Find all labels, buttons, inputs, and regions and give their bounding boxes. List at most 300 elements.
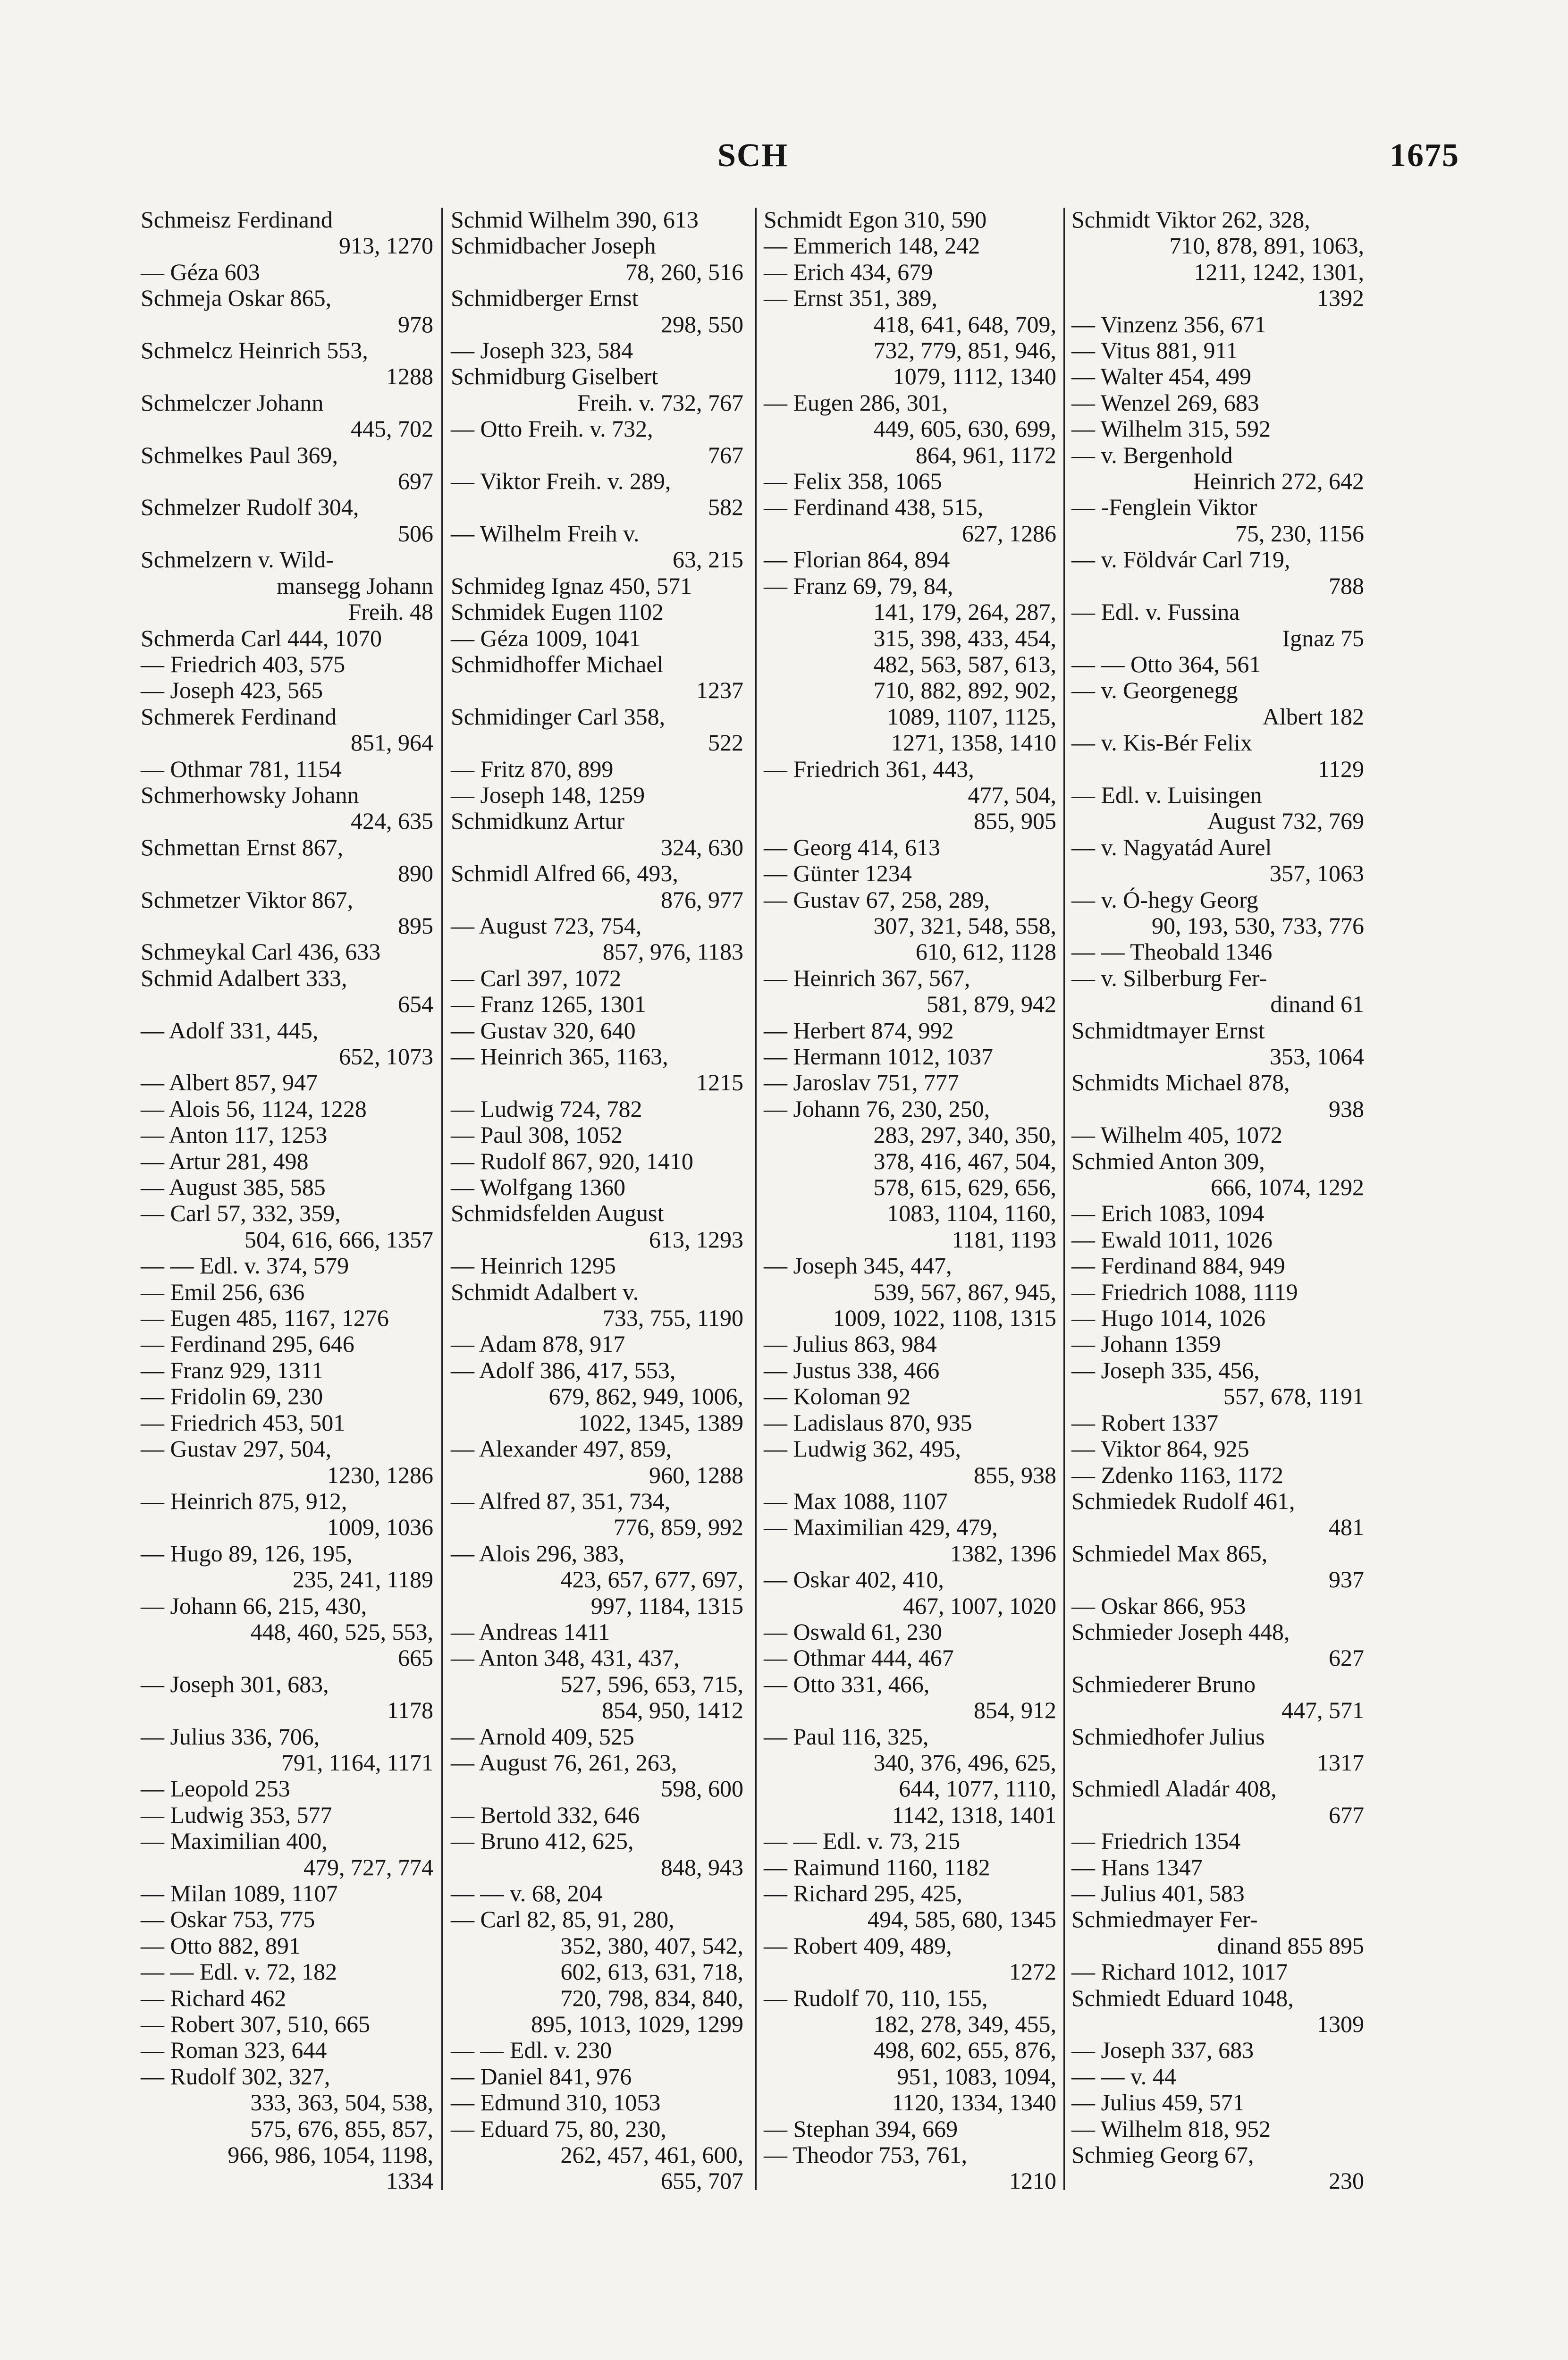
entry-name-line: Schmeykal Carl 436, 633 xyxy=(141,938,381,965)
entry-continuation-line: dinand 61 xyxy=(1270,991,1364,1018)
entry-name-line: — Julius 863, 984 xyxy=(764,1331,937,1357)
directory-entry xyxy=(1071,363,1364,389)
directory-entry xyxy=(141,1985,433,2011)
directory-entry xyxy=(1071,1070,1364,1122)
directory-entry xyxy=(764,1018,1056,1044)
directory-entry xyxy=(141,2037,433,2063)
directory-entry xyxy=(141,1802,433,1828)
entry-continuation-line: 966, 986, 1054, 1198, xyxy=(228,2141,433,2168)
directory-entry xyxy=(141,756,433,782)
entry-continuation-line: 1120, 1334, 1340 xyxy=(892,2089,1056,2116)
entry-continuation-line: 895, 1013, 1029, 1299 xyxy=(531,2011,743,2038)
directory-entry xyxy=(1071,1148,1364,1201)
entry-name-line: — Hans 1347 xyxy=(1071,1854,1203,1880)
directory-entry xyxy=(141,1724,433,1776)
entry-name-line: — v. Silberburg Fer- xyxy=(1071,964,1267,991)
entry-continuation-line: 890 xyxy=(398,860,433,887)
entry-continuation-line: 895 xyxy=(398,912,433,939)
entry-name-line: — Maximilian 400, xyxy=(141,1828,328,1854)
directory-entry xyxy=(451,416,743,468)
entry-continuation-line: 423, 657, 677, 697, xyxy=(560,1566,743,1593)
entry-name-line: — Julius 459, 571 xyxy=(1071,2089,1245,2116)
directory-entry xyxy=(141,1880,433,1906)
directory-entry xyxy=(141,834,433,887)
directory-entry xyxy=(764,259,1056,285)
entry-name-line: — Friedrich 1354 xyxy=(1071,1828,1241,1854)
directory-entry xyxy=(764,2116,1056,2142)
entry-name-line: Schmiedt Eduard 1048, xyxy=(1071,1984,1294,2011)
entry-continuation-line: 848, 943 xyxy=(661,1854,743,1880)
entry-continuation-line: 1009, 1036 xyxy=(327,1514,433,1541)
entry-continuation-line: 854, 912 xyxy=(974,1697,1056,1724)
entry-name-line: — Ferdinand 438, 515, xyxy=(764,494,984,521)
directory-entry xyxy=(141,704,433,756)
entry-name-line: — Stephan 394, 669 xyxy=(764,2115,958,2142)
entry-continuation-line: 230 xyxy=(1329,2167,1364,2194)
directory-entry xyxy=(764,494,1056,547)
directory-entry xyxy=(1071,1776,1364,1828)
entry-name-line: Schmidl Alfred 66, 493, xyxy=(451,860,678,887)
entry-name-line: — Rudolf 867, 920, 1410 xyxy=(451,1147,693,1174)
entry-continuation-line: 1079, 1112, 1340 xyxy=(893,363,1056,390)
entry-name-line: — Leopold 253 xyxy=(141,1775,290,1802)
entry-name-line: — Raimund 1160, 1182 xyxy=(764,1854,990,1880)
entry-continuation-line: 340, 376, 496, 625, xyxy=(873,1749,1056,1776)
directory-entry xyxy=(764,1619,1056,1645)
entry-continuation-line: 63, 215 xyxy=(673,546,743,573)
entry-continuation-line: Albert 182 xyxy=(1262,703,1364,730)
entry-continuation-line: 578, 615, 629, 656, xyxy=(873,1174,1056,1201)
entry-continuation-line: 854, 950, 1412 xyxy=(602,1697,743,1724)
entry-name-line: Schmied Anton 309, xyxy=(1071,1147,1265,1174)
directory-entry xyxy=(1071,1462,1364,1488)
entry-name-line: Schmiedek Rudolf 461, xyxy=(1071,1487,1295,1514)
entry-name-line: — Carl 82, 85, 91, 280, xyxy=(451,1906,674,1933)
entry-name-line: — Alfred 87, 351, 734, xyxy=(451,1487,671,1514)
entry-name-line: — Otto 331, 466, xyxy=(764,1670,930,1697)
directory-entry xyxy=(141,390,433,442)
directory-entry xyxy=(451,573,743,599)
entry-name-line: — Wilhelm 405, 1072 xyxy=(1071,1121,1283,1148)
entry-name-line: — Heinrich 1295 xyxy=(451,1252,616,1279)
entry-name-line: — Ferdinand 295, 646 xyxy=(141,1331,354,1357)
directory-entry xyxy=(764,1671,1056,1724)
entry-name-line: — Anton 348, 431, 437, xyxy=(451,1644,680,1671)
directory-entry xyxy=(141,1279,433,1305)
entry-continuation-line: 1317 xyxy=(1317,1749,1364,1776)
entry-name-line: — Ernst 351, 389, xyxy=(764,285,938,312)
entry-name-line: — Herbert 874, 992 xyxy=(764,1017,954,1044)
directory-entry xyxy=(451,1253,743,1279)
entry-name-line: — Alexander 497, 859, xyxy=(451,1435,672,1462)
entry-name-line: — Ludwig 724, 782 xyxy=(451,1095,642,1122)
entry-continuation-line: 864, 961, 1172 xyxy=(915,441,1056,468)
entry-continuation-line: mansegg Johann xyxy=(277,572,433,599)
directory-entry xyxy=(1071,2142,1364,2194)
entry-name-line: — Gustav 320, 640 xyxy=(451,1017,636,1044)
entry-continuation-line: 710, 878, 891, 1063, xyxy=(1169,232,1364,259)
entry-name-line: — Richard 295, 425, xyxy=(764,1880,962,1906)
entry-name-line: — Viktor 864, 925 xyxy=(1071,1435,1249,1462)
entry-name-line: — Erich 434, 679 xyxy=(764,258,933,285)
directory-entry xyxy=(451,2037,743,2063)
entry-name-line: — Géza 603 xyxy=(141,258,260,285)
entry-name-line: — Erich 1083, 1094 xyxy=(1071,1200,1265,1227)
entry-continuation-line: 665 xyxy=(398,1644,433,1671)
directory-entry xyxy=(141,1070,433,1096)
directory-entry xyxy=(1071,1985,1364,2038)
directory-entry xyxy=(1071,442,1364,495)
directory-entry xyxy=(1071,782,1364,834)
directory-entry xyxy=(764,1724,1056,1829)
entry-name-line: — Jaroslav 751, 777 xyxy=(764,1069,959,1096)
directory-entry xyxy=(1071,939,1364,965)
directory-entry xyxy=(451,1279,743,1332)
entry-continuation-line: 235, 241, 1189 xyxy=(292,1566,433,1593)
entry-name-line: Schmidek Eugen 1102 xyxy=(451,598,664,625)
directory-entry xyxy=(451,2116,743,2194)
entry-continuation-line: 652, 1073 xyxy=(339,1043,433,1070)
entry-name-line: Schmelcz Heinrich 553, xyxy=(141,337,368,364)
directory-entry xyxy=(764,965,1056,1018)
entry-name-line: — Eduard 75, 80, 230, xyxy=(451,2115,666,2142)
entry-continuation-line: 1215 xyxy=(696,1069,743,1096)
directory-entry xyxy=(451,1541,743,1619)
entry-name-line: Schmidtmayer Ernst xyxy=(1071,1017,1265,1044)
entry-name-line: — v. Ó-hegy Georg xyxy=(1071,886,1258,913)
entry-continuation-line: 677 xyxy=(1329,1801,1364,1828)
entry-continuation-line: 732, 779, 851, 946, xyxy=(873,337,1056,364)
directory-entry xyxy=(1071,1331,1364,1357)
entry-continuation-line: 960, 1288 xyxy=(649,1461,743,1488)
entry-continuation-line: 582 xyxy=(708,494,743,521)
directory-entry xyxy=(1071,494,1364,547)
entry-name-line: Schmerda Carl 444, 1070 xyxy=(141,624,382,651)
entry-continuation-line: 298, 550 xyxy=(661,311,743,337)
directory-entry xyxy=(1071,1854,1364,1880)
entry-name-line: — Franz 1265, 1301 xyxy=(451,991,646,1018)
entry-name-line: — Wilhelm 315, 592 xyxy=(1071,415,1271,442)
directory-entry xyxy=(1071,312,1364,337)
directory-entry xyxy=(1071,599,1364,651)
entry-name-line: Schmelkes Paul 369, xyxy=(141,441,338,468)
entry-name-line: — Fridolin 69, 230 xyxy=(141,1383,323,1410)
entry-name-line: Schmidberger Ernst xyxy=(451,285,639,312)
entry-name-line: — Johann 76, 230, 250, xyxy=(764,1095,990,1122)
directory-entry xyxy=(141,1541,433,1593)
entry-continuation-line: 141, 179, 264, 287, xyxy=(873,598,1056,625)
entry-name-line: — Eugen 485, 1167, 1276 xyxy=(141,1305,389,1332)
entry-continuation-line: 1181, 1193 xyxy=(952,1226,1056,1253)
directory-entry xyxy=(764,1985,1056,2116)
entry-continuation-line: 467, 1007, 1020 xyxy=(903,1592,1056,1619)
entry-continuation-line: 1382, 1396 xyxy=(950,1540,1056,1567)
directory-entry xyxy=(141,2011,433,2037)
entry-continuation-line: 1142, 1318, 1401 xyxy=(892,1801,1056,1828)
entry-name-line: Schmelzern v. Wild- xyxy=(141,546,334,573)
directory-entry xyxy=(451,782,743,808)
entry-name-line: — Hugo 89, 126, 195, xyxy=(141,1540,353,1567)
entry-continuation-line: 557, 678, 1191 xyxy=(1223,1383,1364,1410)
entry-name-line: — Bruno 412, 625, xyxy=(451,1828,634,1854)
directory-entry xyxy=(764,1383,1056,1409)
directory-entry xyxy=(764,1436,1056,1488)
entry-continuation-line: 767 xyxy=(708,441,743,468)
directory-entry xyxy=(451,363,743,416)
entry-continuation-line: 978 xyxy=(398,311,433,337)
entry-name-line: Schmerhowsky Johann xyxy=(141,781,359,808)
entry-name-line: — v. Georgenegg xyxy=(1071,677,1238,704)
entry-continuation-line: Freih. v. 732, 767 xyxy=(577,389,743,416)
directory-entry xyxy=(764,1357,1056,1383)
entry-continuation-line: 1083, 1104, 1160, xyxy=(887,1200,1056,1227)
entry-name-line: — August 76, 261, 263, xyxy=(451,1749,677,1776)
entry-continuation-line: 855, 905 xyxy=(974,808,1056,834)
entry-name-line: — Othmar 444, 467 xyxy=(764,1644,954,1671)
directory-entry xyxy=(141,1383,433,1409)
column-divider xyxy=(1063,208,1065,2190)
directory-entry xyxy=(1071,834,1364,887)
entry-name-line: — Ludwig 362, 495, xyxy=(764,1435,961,1462)
directory-entry xyxy=(764,756,1056,834)
entry-name-line: — v. Nagyatád Aurel xyxy=(1071,834,1272,860)
entry-name-line: — Walter 454, 499 xyxy=(1071,363,1252,390)
directory-entry xyxy=(451,1724,743,1750)
directory-entry xyxy=(1071,207,1364,312)
directory-entry xyxy=(764,1096,1056,1253)
entry-name-line: — Julius 401, 583 xyxy=(1071,1880,1245,1906)
entry-name-line: Schmelczer Johann xyxy=(141,389,324,416)
entry-name-line: — Andreas 1411 xyxy=(451,1618,610,1645)
directory-entry xyxy=(1071,2037,1364,2063)
entry-continuation-line: 644, 1077, 1110, xyxy=(899,1775,1056,1802)
entry-name-line: — — Otto 364, 561 xyxy=(1071,650,1261,677)
entry-name-line: — Friedrich 361, 443, xyxy=(764,755,974,782)
directory-entry xyxy=(141,939,433,965)
entry-name-line: — Otto Freih. v. 732, xyxy=(451,415,653,442)
entry-name-line: — Viktor Freih. v. 289, xyxy=(451,468,671,495)
entry-continuation-line: 315, 398, 433, 454, xyxy=(873,624,1056,651)
entry-continuation-line: 352, 380, 407, 542, xyxy=(560,1932,743,1959)
entry-continuation-line: 951, 1083, 1094, xyxy=(897,2063,1056,2090)
entry-name-line: — Koloman 92 xyxy=(764,1383,911,1410)
directory-entry xyxy=(141,651,433,677)
entry-continuation-line: 90, 193, 530, 733, 776 xyxy=(1152,912,1364,939)
directory-entry xyxy=(764,887,1056,965)
entry-continuation-line: 353, 1064 xyxy=(1270,1043,1364,1070)
entry-continuation-line: 324, 630 xyxy=(661,834,743,860)
directory-entry xyxy=(1071,2090,1364,2116)
entry-name-line: — Edl. v. Luisingen xyxy=(1071,781,1262,808)
entry-name-line: Schmidts Michael 878, xyxy=(1071,1069,1290,1096)
directory-entry xyxy=(141,1357,433,1383)
entry-name-line: — Richard 462 xyxy=(141,1984,287,2011)
directory-entry xyxy=(1071,1880,1364,1906)
directory-entry xyxy=(1071,1279,1364,1305)
entry-name-line: — Ludwig 353, 577 xyxy=(141,1801,332,1828)
page-header-title: SCH xyxy=(717,137,788,174)
directory-entry xyxy=(1071,730,1364,782)
directory-entry xyxy=(141,1331,433,1357)
directory-entry xyxy=(764,834,1056,860)
entry-name-line: — Wilhelm 818, 952 xyxy=(1071,2115,1271,2142)
directory-entry xyxy=(141,1253,433,1279)
entry-name-line: — Justus 338, 466 xyxy=(764,1357,940,1383)
entry-name-line: Schmidinger Carl 358, xyxy=(451,703,666,730)
directory-entry xyxy=(764,285,1056,390)
entry-continuation-line: 75, 230, 1156 xyxy=(1235,520,1364,547)
entry-name-line: Schmiedhofer Julius xyxy=(1071,1723,1265,1750)
entry-continuation-line: Ignaz 75 xyxy=(1282,624,1364,651)
entry-name-line: — — Edl. v. 72, 182 xyxy=(141,1958,337,1985)
entry-name-line: — Robert 1337 xyxy=(1071,1409,1219,1436)
directory-entry xyxy=(451,913,743,965)
directory-entry xyxy=(451,599,743,625)
directory-entry xyxy=(141,1776,433,1802)
entry-name-line: — Julius 336, 706, xyxy=(141,1723,320,1750)
entry-name-line: — — v. 44 xyxy=(1071,2063,1176,2090)
entry-continuation-line: 283, 297, 340, 350, xyxy=(873,1121,1056,1148)
directory-entry xyxy=(141,285,433,337)
entry-name-line: — Milan 1089, 1107 xyxy=(141,1880,338,1906)
entry-name-line: — Johann 1359 xyxy=(1071,1331,1221,1357)
directory-entry xyxy=(764,2142,1056,2194)
entry-continuation-line: 679, 862, 949, 1006, xyxy=(548,1383,743,1410)
entry-name-line: — Richard 1012, 1017 xyxy=(1071,1958,1288,1985)
directory-entry xyxy=(451,860,743,913)
directory-entry xyxy=(451,337,743,363)
column-2 xyxy=(451,207,743,2194)
entry-name-line: — Franz 69, 79, 84, xyxy=(764,572,953,599)
entry-continuation-line: 1178 xyxy=(387,1697,433,1724)
entry-name-line: — Heinrich 875, 912, xyxy=(141,1487,347,1514)
directory-entry xyxy=(141,442,433,495)
directory-entry xyxy=(451,965,743,991)
entry-continuation-line: 937 xyxy=(1329,1566,1364,1593)
directory-entry xyxy=(764,207,1056,233)
entry-name-line: — Fritz 870, 899 xyxy=(451,755,614,782)
entry-name-line: Schmid Adalbert 333, xyxy=(141,964,347,991)
entry-name-line: — Carl 57, 332, 359, xyxy=(141,1200,341,1227)
entry-continuation-line: 494, 585, 680, 1345 xyxy=(868,1906,1056,1933)
entry-name-line: — Vinzenz 356, 671 xyxy=(1071,311,1266,337)
directory-entry xyxy=(764,547,1056,573)
entry-name-line: — Arnold 409, 525 xyxy=(451,1723,634,1750)
directory-entry xyxy=(764,233,1056,259)
entry-name-line: — Maximilian 429, 479, xyxy=(764,1514,998,1541)
entry-continuation-line: 479, 727, 774 xyxy=(303,1854,433,1880)
entry-name-line: — August 723, 754, xyxy=(451,912,642,939)
entry-continuation-line: 182, 278, 349, 455, xyxy=(873,2011,1056,2038)
entry-name-line: — Ferdinand 884, 949 xyxy=(1071,1252,1285,1279)
directory-entry xyxy=(451,651,743,704)
entry-name-line: Schmiedl Aladár 408, xyxy=(1071,1775,1277,1802)
directory-entry xyxy=(764,1331,1056,1357)
entry-name-line: Schmidt Egon 310, 590 xyxy=(764,206,987,233)
directory-entry xyxy=(1071,390,1364,416)
directory-entry xyxy=(764,1567,1056,1619)
entry-continuation-line: 913, 1270 xyxy=(339,232,433,259)
entry-name-line: — Alois 56, 1124, 1228 xyxy=(141,1095,367,1122)
entry-name-line: — Felix 358, 1065 xyxy=(764,468,942,495)
directory-entry xyxy=(451,1750,743,1802)
entry-name-line: — Paul 116, 325, xyxy=(764,1723,929,1750)
entry-name-line: Schmideg Ignaz 450, 571 xyxy=(451,572,692,599)
entry-name-line: — Joseph 345, 447, xyxy=(764,1252,952,1279)
directory-entry xyxy=(764,1933,1056,1985)
entry-name-line: — Gustav 67, 258, 289, xyxy=(764,886,990,913)
directory-entry xyxy=(451,1802,743,1828)
entry-name-line: Schmidbacher Joseph xyxy=(451,232,656,259)
directory-entry xyxy=(141,494,433,547)
entry-name-line: — Adolf 331, 445, xyxy=(141,1017,319,1044)
directory-entry xyxy=(141,1096,433,1122)
entry-continuation-line: 506 xyxy=(398,520,433,547)
column-4 xyxy=(1071,207,1364,2194)
entry-name-line: Schmiederer Bruno xyxy=(1071,1670,1256,1697)
entry-name-line: — Wenzel 269, 683 xyxy=(1071,389,1259,416)
directory-entry xyxy=(141,1200,433,1253)
entry-continuation-line: 1089, 1107, 1125, xyxy=(887,703,1056,730)
directory-entry xyxy=(451,1044,743,1096)
entry-name-line: — -Fenglein Viktor xyxy=(1071,494,1257,521)
entry-continuation-line: 627, 1286 xyxy=(962,520,1056,547)
directory-entry xyxy=(141,1933,433,1959)
entry-continuation-line: 481 xyxy=(1329,1514,1364,1541)
entry-name-line: — v. Kis-Bér Felix xyxy=(1071,729,1252,756)
directory-entry xyxy=(141,677,433,703)
entry-continuation-line: dinand 855 895 xyxy=(1217,1932,1364,1959)
directory-entry xyxy=(1071,1828,1364,1854)
entry-continuation-line: 1009, 1022, 1108, 1315 xyxy=(833,1305,1056,1332)
directory-entry xyxy=(764,1044,1056,1070)
entry-name-line: Schmeja Oskar 865, xyxy=(141,285,332,312)
entry-continuation-line: 1022, 1345, 1389 xyxy=(578,1409,743,1436)
directory-entry xyxy=(1071,1436,1364,1462)
entry-name-line: — August 385, 585 xyxy=(141,1174,326,1201)
directory-entry xyxy=(451,625,743,651)
entry-name-line: — Günter 1234 xyxy=(764,860,912,887)
entry-name-line: Schmid Wilhelm 390, 613 xyxy=(451,206,699,233)
entry-continuation-line: 1334 xyxy=(386,2167,433,2194)
entry-name-line: — Paul 308, 1052 xyxy=(451,1121,623,1148)
entry-name-line: — — v. 68, 204 xyxy=(451,1880,603,1906)
entry-name-line: — Hugo 1014, 1026 xyxy=(1071,1305,1266,1332)
directory-entry xyxy=(1071,1906,1364,1959)
entry-name-line: — Florian 864, 894 xyxy=(764,546,950,573)
directory-entry xyxy=(1071,1671,1364,1724)
entry-name-line: — Artur 281, 498 xyxy=(141,1147,309,1174)
directory-entry xyxy=(451,1096,743,1122)
entry-name-line: — Johann 66, 215, 430, xyxy=(141,1592,367,1619)
directory-entry xyxy=(1071,337,1364,363)
entry-name-line: — — Edl. v. 374, 579 xyxy=(141,1252,349,1279)
entry-name-line: Schmieg Georg 67, xyxy=(1071,2141,1254,2168)
directory-entry xyxy=(1071,1593,1364,1619)
directory-entry xyxy=(764,1880,1056,1933)
entry-name-line: Schmiedel Max 865, xyxy=(1071,1540,1268,1567)
directory-entry xyxy=(141,337,433,390)
entry-continuation-line: 697 xyxy=(398,468,433,495)
directory-entry xyxy=(451,1148,743,1174)
entry-name-line: — Roman 323, 644 xyxy=(141,2037,327,2064)
entry-continuation-line: 447, 571 xyxy=(1281,1697,1364,1724)
directory-entry xyxy=(141,1671,433,1724)
directory-entry xyxy=(451,1880,743,1906)
entry-name-line: — Wolfgang 1360 xyxy=(451,1174,626,1201)
directory-entry xyxy=(141,2064,433,2194)
directory-entry xyxy=(141,1959,433,1985)
